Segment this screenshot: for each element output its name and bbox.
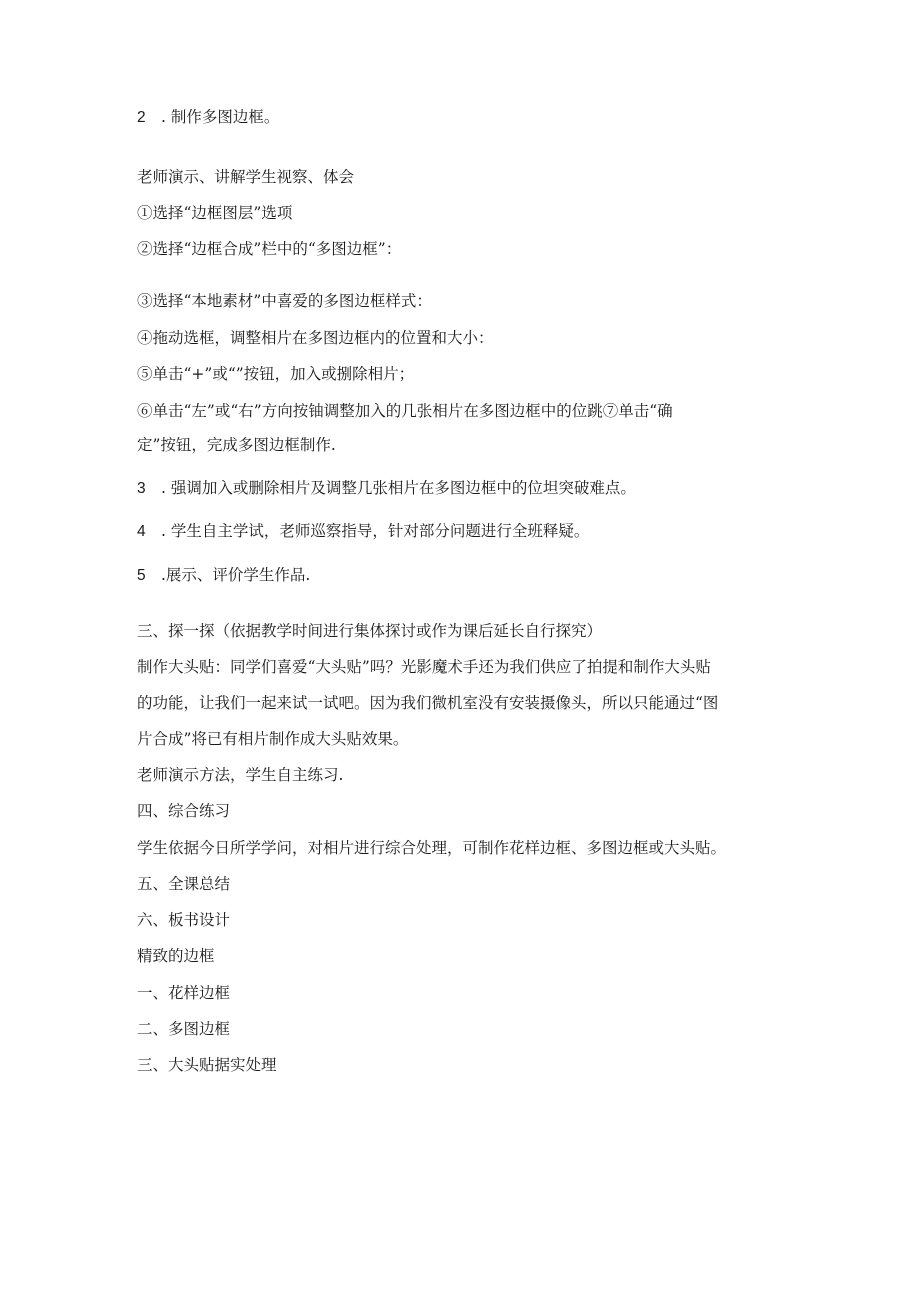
instruction-3: ③选择“本地素材”中喜爱的多图边框样式： xyxy=(137,292,432,310)
board-title: 精致的边框 xyxy=(137,947,215,965)
instruction-4: ④拖动选框，调整相片在多图边框内的位置和大小： xyxy=(137,329,494,347)
section-summary-heading: 五、全课总结 xyxy=(137,875,231,893)
explore-paragraph-line-1: 制作大头贴：同学们喜爱“大头贴”吗？光影魔术手还为我们供应了拍提和制作大头贴 xyxy=(137,658,711,676)
section-board-heading: 六、板书设计 xyxy=(137,911,231,929)
explore-paragraph-line-3: 片合成”将已有相片制作成大头贴效果。 xyxy=(137,730,409,748)
instruction-1: ①选择“边框图层”选项 xyxy=(137,204,293,222)
paragraph-demo: 老师演示、讲解学生视察、体会 xyxy=(137,168,355,186)
board-item-2: 二、多图边框 xyxy=(137,1020,231,1038)
explore-paragraph-line-2: 的功能，让我们一起来试一试吧。因为我们微机室没有安装摄像头，所以只能通过“图 xyxy=(137,694,719,712)
instruction-2: ②选择“边框合成”栏中的“多图边框”： xyxy=(137,240,402,258)
step-4-line xyxy=(137,520,787,543)
step-text: . 学生自主学试，老师巡察指导，针对部分问题进行全班释疑。 xyxy=(161,522,590,540)
explore-demo-line: 老师演示方法，学生自主练习. xyxy=(137,766,344,784)
step-number: 5 xyxy=(137,567,146,584)
step-number: 3 xyxy=(137,480,146,497)
step-text: . 制作多图边框。 xyxy=(161,108,280,126)
board-item-1: 一、花样边框 xyxy=(137,984,231,1002)
step-5-line xyxy=(137,564,787,587)
step-number: 2 xyxy=(137,109,146,126)
board-item-3: 三、大头贴据实处理 xyxy=(137,1056,277,1074)
instruction-5: ⑤单击“+”或“”按钮，加入或捌除相片； xyxy=(137,365,415,383)
step-number: 4 xyxy=(137,523,146,540)
section-practice-heading: 四、综合练习 xyxy=(137,802,231,820)
step-2-line xyxy=(137,106,787,129)
practice-paragraph: 学生依据今日所学学问，对相片进行综合处理，可制作花样边框、多图边框或大头贴。 xyxy=(137,839,727,857)
instruction-6-line-1: ⑥单击“左”或“右”方向按铀调整加入的几张相片在多图边框中的位跳⑦单击“确 xyxy=(137,402,673,420)
section-explore-heading: 三、探一探（依据教学时间进行集体探讨或作为课后延长自行探究） xyxy=(137,622,603,640)
step-text: .展示、评价学生作品. xyxy=(161,566,311,584)
step-3-line xyxy=(137,477,787,500)
step-text: . 强调加入或删除相片及调整几张相片在多图边框中的位坦突破难点。 xyxy=(161,479,636,497)
instruction-6-line-2: 定”按钮，完成多图边框制作. xyxy=(137,436,336,454)
